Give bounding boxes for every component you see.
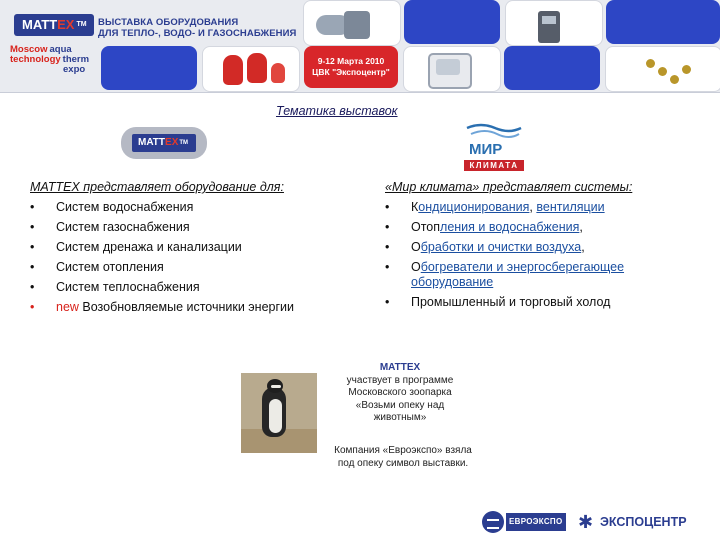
list-item-text: Систем теплоснабжения xyxy=(56,280,200,294)
list-item xyxy=(385,260,624,290)
right-column-list xyxy=(385,200,624,315)
heater-image-tile xyxy=(505,0,603,46)
klimata-band: КЛИМАТА xyxy=(464,160,524,171)
mattex-logo-tm: TM xyxy=(76,21,87,28)
expocentre-star-icon: ✱ xyxy=(578,512,594,532)
banner-title-line1: ВЫСТАВКА ОБОРУДОВАНИЯ xyxy=(98,17,239,28)
list-item-text: Систем дренажа и канализации xyxy=(56,240,242,254)
mat-logo-spacer xyxy=(10,65,61,75)
mat-logo-moscow: Moscow xyxy=(10,44,48,55)
blue-tile-3 xyxy=(101,46,197,90)
list-item-text: Возобновляемые источники энергии xyxy=(78,300,295,314)
list-item-text: О xyxy=(411,260,421,274)
new-label: new xyxy=(56,300,79,314)
mattex-badge-accent: EX xyxy=(165,137,179,148)
list-item xyxy=(385,295,624,310)
tank-icon-1 xyxy=(223,55,243,85)
list-item xyxy=(385,240,624,255)
list-item-text: Промышленный и торговый холод xyxy=(411,295,611,309)
euroexpo-logo xyxy=(482,510,572,532)
fitting-icon-2 xyxy=(658,67,667,76)
mattex-badge-tm: TM xyxy=(179,140,189,146)
list-item-text: К xyxy=(411,200,419,214)
banner-title-line2: ДЛЯ ТЕПЛО-, ВОДО- И ГАЗОСНАБЖЕНИЯ xyxy=(98,28,297,39)
bullet-icon: • xyxy=(30,280,35,294)
ventilation-link[interactable]: вентиляции xyxy=(536,200,605,214)
list-item-separator: , xyxy=(529,200,537,214)
mattex-logo-main: MATT xyxy=(22,17,58,32)
mattex-badge-main: MATT xyxy=(138,137,166,148)
fitting-icon-4 xyxy=(682,65,691,74)
meter-face-icon xyxy=(436,59,460,75)
company-text xyxy=(318,445,488,470)
mat-logo-expo: expo xyxy=(63,64,86,75)
bullet-icon: • xyxy=(385,260,390,274)
air-treatment-link[interactable]: бработки и очистки воздуха xyxy=(420,240,582,254)
header-banner xyxy=(0,0,720,93)
pump-motor-icon xyxy=(344,11,370,39)
bullet-icon: • xyxy=(30,240,35,254)
list-item-text: Отоп xyxy=(411,220,441,234)
zoo-text-line: животным» xyxy=(373,412,427,423)
bullet-icon: • xyxy=(385,200,390,214)
heaters-link[interactable]: богреватели и энергосберегающее xyxy=(420,260,625,274)
meter-image-tile xyxy=(403,46,501,92)
list-item-text: Систем отопления xyxy=(56,260,164,274)
bullet-icon: • xyxy=(385,240,390,254)
pump-image-tile xyxy=(303,0,401,46)
wave-icon xyxy=(463,122,525,142)
mattex-badge-inner xyxy=(132,134,196,152)
penguin-stripe-icon xyxy=(271,385,281,388)
company-text-line: под опеку символ выставки. xyxy=(337,457,469,469)
mat-logo-technology: technology xyxy=(10,54,61,65)
zoo-text-line: Московского зоопарка xyxy=(348,387,452,398)
list-item-tail: , xyxy=(579,220,583,234)
page-title: Тематика выставок xyxy=(276,104,398,118)
zoo-text-line: участвует в программе xyxy=(346,374,454,386)
conditioning-link[interactable]: ондиционирования xyxy=(418,200,530,214)
blue-tile-1 xyxy=(404,0,500,44)
right-column-heading: «Мир климата» представляет системы: xyxy=(385,180,633,194)
blue-tile-4 xyxy=(504,46,600,90)
boiler-display-icon xyxy=(542,16,556,24)
exhibition-dates xyxy=(304,46,398,88)
fitting-icon-1 xyxy=(646,59,655,68)
list-item xyxy=(30,240,294,255)
list-item-tail: , xyxy=(581,240,585,254)
bullet-icon: • xyxy=(30,300,35,314)
exhibition-venue-text: ЦВК "Экспоцентр" xyxy=(312,67,390,77)
fittings-image-tile xyxy=(605,46,720,92)
mir-klimata-logo xyxy=(463,122,525,172)
list-item xyxy=(385,200,624,215)
zoo-text-header: MATTEX xyxy=(379,362,421,373)
mattex-logo-accent: EX xyxy=(57,17,75,32)
zoo-program-text xyxy=(332,362,468,425)
tank-icon-2 xyxy=(247,53,267,83)
list-item xyxy=(30,220,294,235)
blue-tile-2 xyxy=(606,0,720,44)
penguin-belly-icon xyxy=(269,399,282,433)
expocentre-text: ЭКСПОЦЕНТР xyxy=(600,515,687,529)
bullet-icon: • xyxy=(30,220,35,234)
zoo-text-line: «Возьми опеку над xyxy=(355,399,445,411)
tanks-image-tile xyxy=(202,46,300,92)
exhibition-date-text: 9-12 Марта 2010 xyxy=(317,56,385,66)
bullet-icon: • xyxy=(30,200,35,214)
mir-word: МИР xyxy=(469,141,503,158)
list-item xyxy=(30,280,294,295)
bullet-icon: • xyxy=(30,260,35,274)
euroexpo-circle-icon xyxy=(482,511,504,533)
list-item-text: Систем водоснабжения xyxy=(56,200,194,214)
mattex-logo xyxy=(14,14,94,36)
fitting-icon-3 xyxy=(670,75,679,84)
list-item xyxy=(30,260,294,275)
list-item xyxy=(385,220,624,235)
mattex-badge-logo xyxy=(121,127,207,159)
left-column-heading: MATTEX представляет оборудование для: xyxy=(30,180,284,194)
penguin-photo xyxy=(241,373,317,453)
mat-logo-therm: therm xyxy=(62,54,90,65)
euroexpo-text: ЕВРОЭКСПО xyxy=(506,513,566,531)
banner-title xyxy=(98,17,296,39)
mat-expo-logo xyxy=(10,45,89,75)
bullet-icon: • xyxy=(385,295,390,309)
list-item xyxy=(30,300,294,315)
heating-link[interactable]: ления и водоснабжения xyxy=(440,220,580,234)
left-column-list xyxy=(30,200,294,320)
equipment-link[interactable]: оборудование xyxy=(411,275,494,289)
list-item xyxy=(30,200,294,215)
list-item-text: Систем газоснабжения xyxy=(56,220,190,234)
list-item-text: О xyxy=(411,240,421,254)
tank-icon-3 xyxy=(271,63,285,83)
company-text-line: Компания «Евроэкспо» взяла xyxy=(334,445,472,456)
bullet-icon: • xyxy=(385,220,390,234)
mat-logo-aqua: aqua xyxy=(49,44,72,55)
